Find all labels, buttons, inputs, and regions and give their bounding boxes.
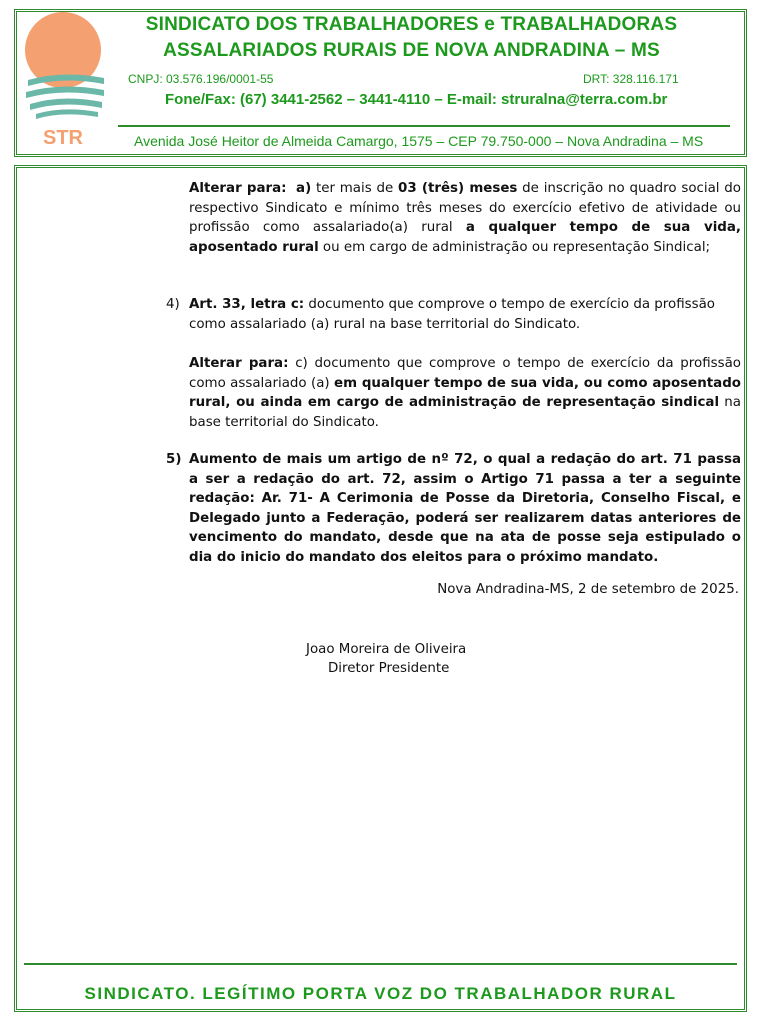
str-logo: [18, 8, 108, 148]
bold-text: em qualquer tempo de sua vida, ou como aposentado rural, ou ainda em cargo de administração de representação sindical: [189, 375, 741, 411]
footer-slogan: SINDICATO. LEGÍTIMO PORTA VOZ DO TRABALHADOR RURAL: [84, 984, 677, 1003]
signer-role: Diretor Presidente: [328, 661, 450, 676]
label: Alterar para:: [189, 181, 287, 196]
text: na base territorial do Sindicato.: [189, 395, 741, 430]
label: Art. 33, letra c:: [189, 297, 305, 312]
text: ter mais de: [311, 181, 399, 196]
footer-divider: [24, 963, 737, 965]
signer-name: Joao Moreira de Oliveira: [306, 642, 467, 657]
logo-text: STR: [43, 127, 83, 148]
logo-stripe: [26, 86, 104, 98]
header-divider: [118, 125, 730, 127]
text: de inscrição no quadro social do respectivo Sindicato e mínimo três meses do exercício efetivo de atividade ou profissão como assalariado(a) rural: [189, 181, 741, 236]
label: Alterar para:: [189, 356, 289, 371]
drt: DRT: 328.116.171: [583, 72, 679, 86]
union-name-line2: ASSALARIADOS RURAIS DE NOVA ANDRADINA – MS: [163, 40, 660, 61]
text: documento que comprove o tempo de exercício da profissão como assalariado (a) rural na base territorial do Sindicato.: [189, 297, 715, 332]
paragraph-alterar-a: [189, 179, 741, 257]
text: c) documento que comprove o tempo de exercício da profissão como assalariado (a): [189, 356, 741, 391]
union-name-line1: SINDICATO DOS TRABALHADORES e TRABALHADORAS: [145, 14, 678, 35]
text: ou em cargo de administração ou representação Sindical;: [318, 239, 711, 255]
cnpj: CNPJ: 03.576.196/0001-55: [128, 72, 274, 86]
logo-stripe: [36, 109, 98, 119]
contact-line: Fone/Fax: (67) 3441-2562 – 3441-4110 – E-mail: struralna@terra.com.br: [165, 91, 668, 108]
bold-text: a qualquer tempo de sua vida, aposentado rural: [189, 220, 741, 255]
paragraph-alterar-c: [189, 354, 741, 432]
item-number: 5): [166, 452, 182, 467]
item-4: [189, 295, 741, 334]
logo-stripe: [30, 98, 102, 110]
item-5: Aumento de mais um artigo de nº 72, o qual a redação do art. 71 passa a ser a redação do art. 72, assim o Artigo 71 passa a ter a seguinte redação: Ar. 71- A Cerimonia de Posse da Diretoria, Conselho Fiscal, e Delegado junto a Federação, poderá ser realizarem datas anteriores de vencimento do mandato, desde que na ata de posse seja estipulado o dia do inicio do mandato dos eleitos para o próximo mandato.: [189, 452, 741, 565]
bold-text: 03 (três) meses: [398, 181, 518, 196]
item-letter: a): [296, 181, 312, 196]
address: Avenida José Heitor de Almeida Camargo, 1575 – CEP 79.750-000 – Nova Andradina – MS: [134, 133, 704, 149]
item-number: 4): [166, 297, 180, 312]
place-date: Nova Andradina-MS, 2 de setembro de 2025.: [437, 582, 739, 597]
